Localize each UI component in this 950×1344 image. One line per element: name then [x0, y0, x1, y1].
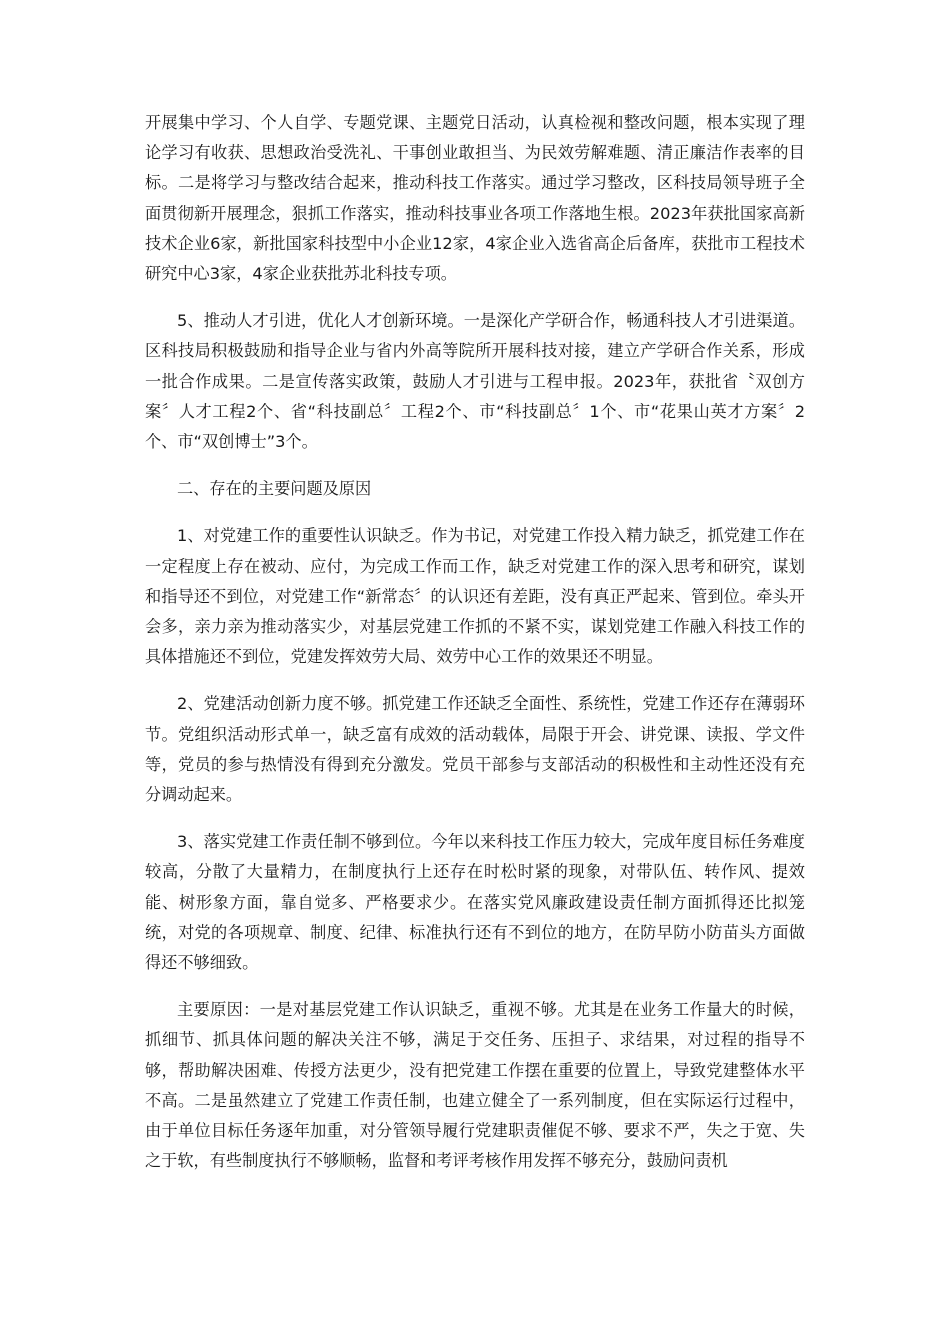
paragraph-problem-2: 2、党建活动创新力度不够。抓党建工作还缺乏全面性、系统性，党建工作还存在薄弱环节。党组织活动形式单一，缺乏富有成效的活动载体，局限于开会、讲党课、读报、学文件等，党员的参与热情没有得到充分激发。党员干部参与支部活动的积极性和主动性还没有充分调动起来。 [145, 694, 805, 805]
paragraph-talent-introduction: 5、推动人才引进，优化人才创新环境。一是深化产学研合作，畅通科技人才引进渠道。区科技局积极鼓励和指导企业与省内外高等院所开展科技对接，建立产学研合作关系，形成一批合作成果。二是宣传落实政策，鼓励人才引进与工程申报。2023年，获批省〝双创方案〞人才工程2个、省“科技副总〞工程2个、市“科技副总〞1个、市“花果山英才方案〞2个、市“双创博士”3个。 [145, 311, 805, 452]
paragraph-continued-intro: 开展集中学习、个人自学、专题党课、主题党日活动，认真检视和整改问题，根本实现了理论学习有收获、思想政治受洗礼、干事创业敢担当、为民效劳解难题、清正廉洁作表率的目标。二是将学习与整改结合起来，推动科技工作落实。通过学习整改，区科技局领导班子全面贯彻新开展理念，狠抓工作落实，推动科技事业各项工作落地生根。2023年获批国家高新技术企业6家，新批国家科技型中小企业12家，4家企业入选省高企后备库，获批市工程技术研究中心3家，4家企业获批苏北科技专项。 [145, 113, 805, 284]
paragraph-problem-3: 3、落实党建工作责任制不够到位。今年以来科技工作压力较大，完成年度目标任务难度较高，分散了大量精力，在制度执行上还存在时松时紧的现象，对带队伍、转作风、提效能、树形象方面，靠自觉多、严格要求少。在落实党风廉政建设责任制方面抓得还比拟笼统，对党的各项规章、制度、纪律、标准执行还有不到位的地方，在防早防小防苗头方面做得还不够细致。 [145, 832, 805, 973]
document-body [145, 108, 805, 1194]
paragraph-problem-1: 1、对党建工作的重要性认识缺乏。作为书记，对党建工作投入精力缺乏，抓党建工作在一定程度上存在被动、应付，为完成工作而工作，缺乏对党建工作的深入思考和研究，谋划和指导还不到位，对党建工作“新常态〞的认识还有差距，没有真正严起来、管到位。牵头开会多，亲力亲为推动落实少，对基层党建工作抓的不紧不实，谋划党建工作融入科技工作的具体措施还不到位，党建发挥效劳大局、效劳中心工作的效果还不明显。 [145, 526, 805, 667]
paragraph-main-reasons: 主要原因：一是对基层党建工作认识缺乏，重视不够。尤其是在业务工作量大的时候，抓细节、抓具体问题的解决关注不够，满足于交任务、压担子、求结果，对过程的指导不够，帮助解决困难、传授方法更少，没有把党建工作摆在重要的位置上，导致党建整体水平不高。二是虽然建立了党建工作责任制，也建立健全了一系列制度，但在实际运行过程中，由于单位目标任务逐年加重，对分管领导履行党建职责催促不够、要求不严，失之于宽、失之于软，有些制度执行不够顺畅，监督和考评考核作用发挥不够充分，鼓励问责机 [145, 1000, 805, 1171]
section-heading-problems: 二、存在的主要问题及原因 [177, 479, 372, 499]
